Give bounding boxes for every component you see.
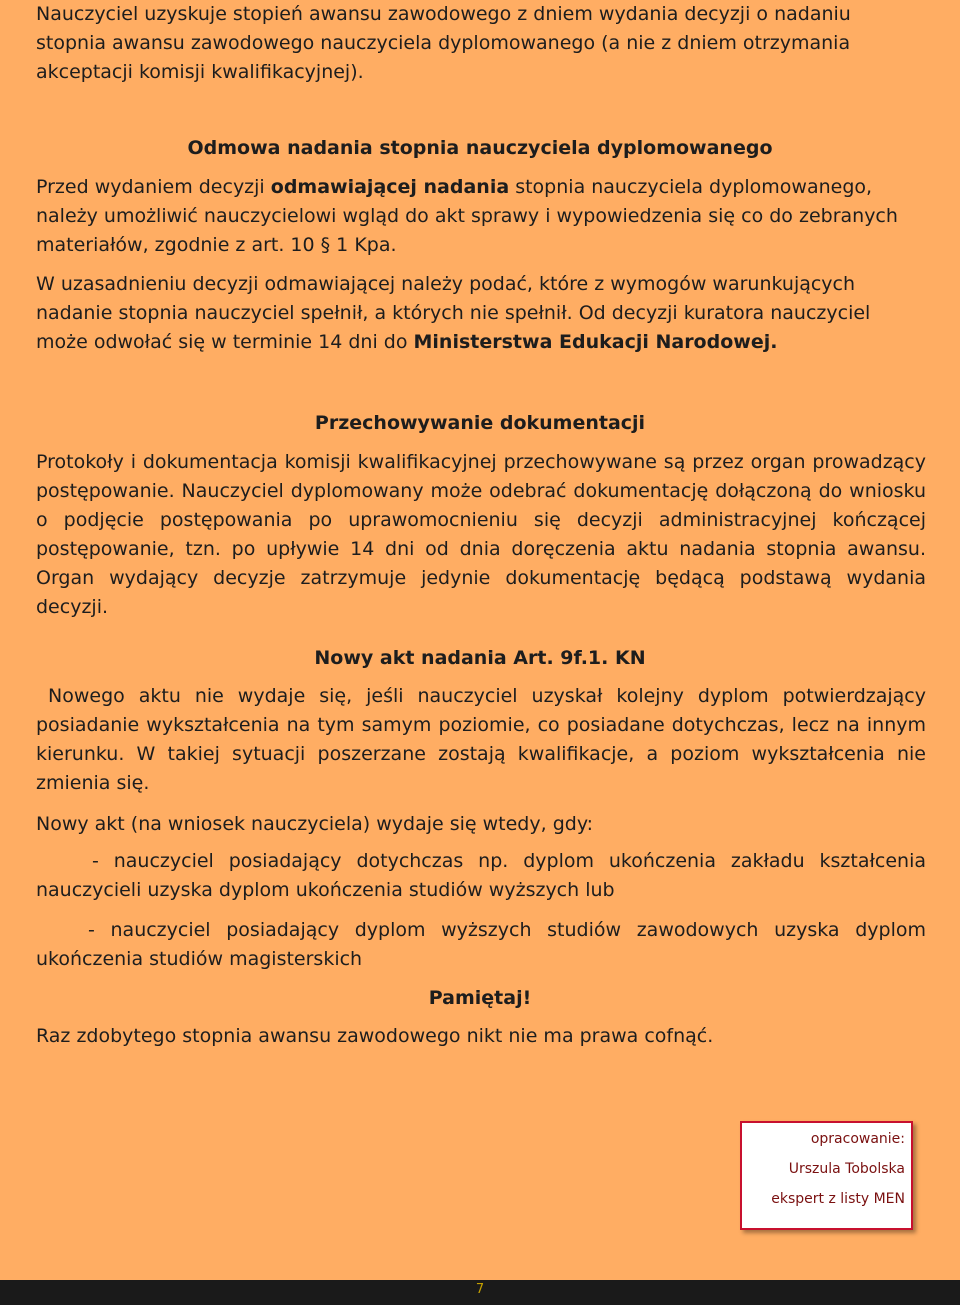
new-act-paragraph-1: Nowego aktu nie wydaje się, jeśli nauczyciel uzyskał kolejny dyplom potwierdzający posiadanie wykształcenia na tym samym poziomie, co posiadane dotychczas, lecz na innym kierunku. W takiej sytuacji poszerzane zostają kwalifikacje, a poziom wykształcenia nie zmienia się.: [36, 685, 926, 794]
refusal-p1-text-a: Przed wydaniem decyzji: [36, 176, 271, 198]
refusal-p2-text: W uzasadnieniu decyzji odmawiającej należy podać, które z wymogów warunkujących nadanie stopnia nauczyciel spełnił, a których nie spełnił. Od decyzji kuratora nauczyciel może odwołać się w terminie 14 dni do: [36, 273, 871, 353]
refusal-p2-emphasis: Ministerstwa Edukacji Narodowej.: [413, 331, 778, 353]
new-act-paragraph-2: Nowy akt (na wniosek nauczyciela) wydaje się wtedy, gdy:: [36, 813, 594, 835]
page-number: 7: [475, 1282, 485, 1297]
new-act-heading: Nowy akt nadania Art. 9f.1. KN: [314, 647, 646, 669]
refusal-heading: Odmowa nadania stopnia nauczyciela dyplomowanego: [187, 137, 773, 159]
refusal-p1-text-b: stopnia nauczyciela dyplomowanego, należy umożliwić nauczycielowi wgląd do akt sprawy i wypowiedzenia się co do zebranych materiałów, zgodnie z art. 10 § 1 Kpa.: [36, 176, 898, 256]
credit-label: opracowanie:: [810, 1131, 905, 1147]
refusal-p1-emphasis: odmawiającej nadania: [270, 176, 510, 198]
new-act-bullet-1: - nauczyciel posiadający dotychczas np. dyplom ukończenia zakładu kształcenia nauczycieli uzyska dyplom ukończenia studiów wyższych lub: [36, 850, 926, 901]
storage-heading: Przechowywanie dokumentacji: [314, 412, 646, 434]
credit-author: Urszula Tobolska: [788, 1161, 905, 1177]
intro-paragraph: Nauczyciel uzyskuje stopień awansu zawodowego z dniem wydania decyzji o nadaniu stopnia awansu zawodowego nauczyciela dyplomowanego (a nie z dniem otrzymania akceptacji komisji kwalifikacyjnej).: [36, 3, 851, 83]
storage-paragraph: Protokoły i dokumentacja komisji kwalifikacyjnej przechowywane są przez organ prowadzący postępowanie. Nauczyciel dyplomowany może odebrać dokumentację dołączoną do wniosku o podjęcie postępowania po uprawomocnieniu się decyzji administracyjnej kończącej postępowanie, tzn. po upływie 14 dni od dnia doręczenia aktu nadania stopnia awansu. Organ wydający decyzje zatrzymuje jedynie dokumentację będącą podstawą wydania decyzji.: [36, 451, 926, 618]
refusal-paragraph-2: [36, 270, 926, 357]
credit-role: ekspert z listy MEN: [771, 1191, 905, 1207]
remember-paragraph: Raz zdobytego stopnia awansu zawodowego nikt nie ma prawa cofnąć.: [36, 1025, 714, 1047]
new-act-bullet-2: - nauczyciel posiadający dyplom wyższych studiów zawodowych uzyska dyplom ukończenia studiów magisterskich: [36, 919, 926, 970]
remember-heading: Pamiętaj!: [428, 987, 532, 1009]
credit-box: [740, 1121, 913, 1230]
refusal-paragraph-1: [36, 173, 926, 260]
